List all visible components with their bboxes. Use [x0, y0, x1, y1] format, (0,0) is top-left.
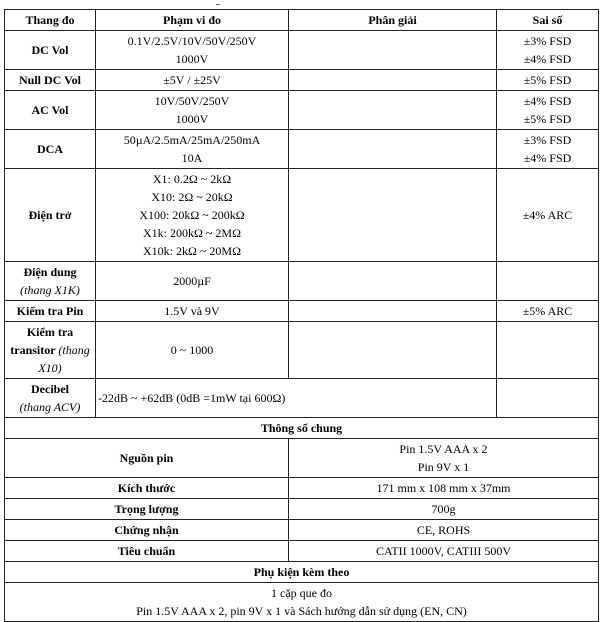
range-line: 0.1V/2.5V/10V/50V/250V	[127, 34, 257, 48]
header-range: Thang đo	[5, 10, 96, 31]
row-label-text: Kiểm tra transitor	[10, 325, 74, 357]
row-resistance	[5, 169, 599, 262]
accuracy-cell	[497, 322, 599, 379]
general-title: Thông số chung	[5, 418, 599, 439]
general-value: CE, ROHS	[289, 520, 599, 541]
range-line: 10A	[181, 151, 203, 165]
general-row	[5, 499, 599, 520]
resolution-cell	[289, 262, 497, 301]
general-row	[5, 520, 599, 541]
row-label: Kiểm tra Pin	[5, 301, 96, 322]
general-value: 700g	[289, 499, 599, 520]
accuracy-cell: ±5% ARC	[497, 301, 599, 322]
general-label: Trọng lượng	[5, 499, 289, 520]
accuracy-line: ±4% FSD	[523, 94, 572, 108]
row-label-text: Decibel	[31, 382, 69, 396]
accessories-title-row	[5, 562, 599, 583]
general-value-line: Pin 1.5V AAA x 2	[399, 442, 488, 456]
row-label	[5, 322, 96, 379]
accessories-cell	[5, 583, 599, 622]
row-label-sub: (thang X10)	[38, 343, 90, 375]
row-dc-vol	[5, 31, 599, 70]
accuracy-cell: ±4% ARC	[497, 169, 599, 262]
general-label: Tiêu chuẩn	[5, 541, 289, 562]
range-line: X10k: 2kΩ ~ 20MΩ	[143, 244, 241, 258]
resolution-cell	[289, 31, 497, 70]
header-resolution: Phân giải	[289, 10, 497, 31]
range-line: 1000V	[175, 112, 209, 126]
general-row	[5, 478, 599, 499]
range-line: X1k: 200kΩ ~ 2MΩ	[143, 226, 241, 240]
accuracy-line: ±5% FSD	[523, 112, 572, 126]
range-cell	[96, 169, 289, 262]
range-line: 50µA/2.5mA/25mA/250mA	[123, 133, 261, 147]
accuracy-cell: ±5% FSD	[497, 70, 599, 91]
range-line: 10V/50V/250V	[154, 94, 230, 108]
general-row	[5, 439, 599, 478]
row-label: DCA	[5, 130, 96, 169]
header-row	[5, 10, 599, 31]
accuracy-cell	[497, 130, 599, 169]
accuracy-line: ±4% FSD	[523, 151, 572, 165]
row-label: Điện trở	[5, 169, 96, 262]
accuracy-line: ±3% FSD	[523, 133, 572, 147]
row-label-text: Điện dung	[23, 265, 77, 279]
general-title-row	[5, 418, 599, 439]
range-cell: ±5V / ±25V	[96, 70, 289, 91]
accuracy-cell	[497, 91, 599, 130]
resolution-cell	[289, 91, 497, 130]
general-value: CATII 1000V, CATIII 500V	[289, 541, 599, 562]
general-label: Nguồn pin	[5, 439, 289, 478]
range-line: 1000V	[175, 52, 209, 66]
row-label	[5, 379, 96, 418]
row-label	[5, 262, 96, 301]
range-cell: 1.5V và 9V	[96, 301, 289, 322]
row-transistor	[5, 322, 599, 379]
accuracy-cell	[497, 31, 599, 70]
general-label: Chứng nhận	[5, 520, 289, 541]
header-measure: Phạm vi đo	[96, 10, 289, 31]
range-cell: 2000µF	[96, 262, 289, 301]
accuracy-line: ±4% FSD	[523, 52, 572, 66]
general-row	[5, 541, 599, 562]
row-battery-test	[5, 301, 599, 322]
general-label: Kích thước	[5, 478, 289, 499]
row-label-sub: (thang X1K)	[20, 283, 80, 297]
row-ac-vol	[5, 91, 599, 130]
row-label: AC Vol	[5, 91, 96, 130]
row-decibel	[5, 379, 599, 418]
resolution-cell	[289, 70, 497, 91]
range-line: X1: 0.2Ω ~ 2kΩ	[152, 172, 232, 186]
row-label: DC Vol	[5, 31, 96, 70]
accessories-row	[5, 583, 599, 622]
general-value: 171 mm x 108 mm x 37mm	[289, 478, 599, 499]
range-line: X10: 2Ω ~ 20kΩ	[151, 190, 233, 204]
row-null-dc-vol	[5, 70, 599, 91]
header-accuracy: Sai số	[497, 10, 599, 31]
resolution-cell	[289, 169, 497, 262]
resolution-cell	[289, 301, 497, 322]
accuracy-line: ±3% FSD	[523, 34, 572, 48]
row-label: Null DC Vol	[5, 70, 96, 91]
row-dca	[5, 130, 599, 169]
accessory-line: 1 cặp que đo	[271, 586, 332, 600]
range-cell: 0 ~ 1000	[96, 322, 289, 379]
resolution-cell	[289, 322, 497, 379]
accessories-title: Phụ kiện kèm theo	[5, 562, 599, 583]
range-cell	[96, 91, 289, 130]
accuracy-cell	[497, 262, 599, 301]
spec-table	[4, 9, 599, 622]
range-cell	[96, 130, 289, 169]
range-cell: -22dB ~ +62dB (0dB =1mW tại 600Ω)	[96, 379, 497, 418]
row-label-sub: (thang ACV)	[19, 400, 81, 414]
general-value-line: Pin 9V x 1	[417, 460, 470, 474]
resolution-cell	[289, 130, 497, 169]
accessory-line: Pin 1.5V AAA x 2, pin 9V x 1 và Sách hướng dẫn sử dụng (EN, CN)	[136, 604, 467, 618]
general-value	[289, 439, 599, 478]
range-line: X100: 20kΩ ~ 200kΩ	[139, 208, 245, 222]
range-cell	[96, 31, 289, 70]
accuracy-cell	[497, 379, 599, 418]
row-capacitance	[5, 262, 599, 301]
scan-mark	[216, 4, 220, 5]
